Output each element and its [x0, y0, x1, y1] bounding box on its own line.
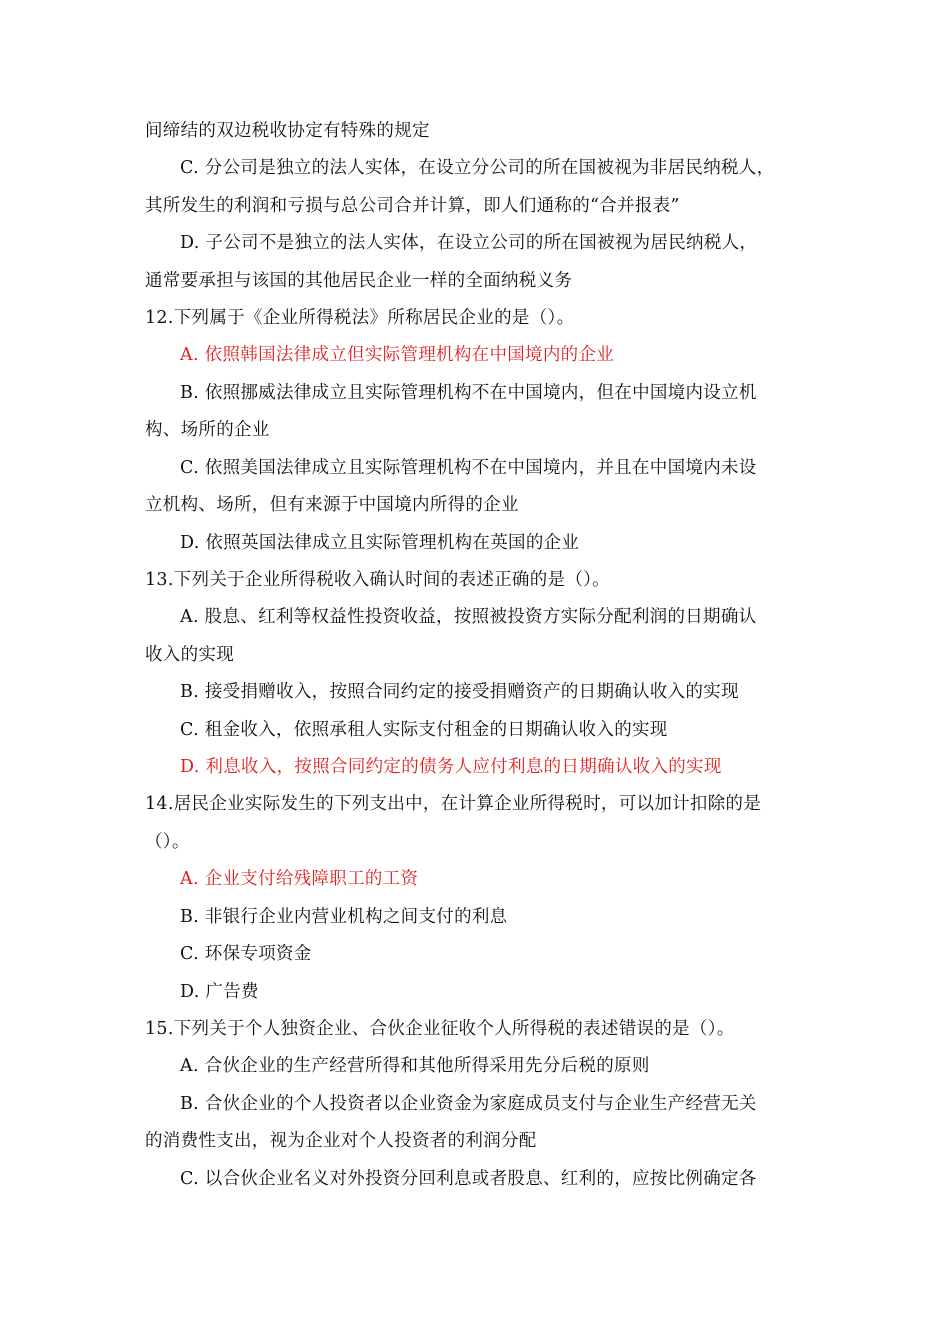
- q15-option-b-line2: 的消费性支出，视为企业对个人投资者的利润分配: [145, 1131, 537, 1151]
- q15-option-b-line1: B. 合伙企业的个人投资者以企业资金为家庭成员支付与企业生产经营无关: [180, 1094, 757, 1114]
- q13-option-a-line1: A. 股息、红利等权益性投资收益，按照被投资方实际分配利润的日期确认: [180, 607, 757, 627]
- q12-option-b-line1: B. 依照挪威法律成立且实际管理机构不在中国境内，但在中国境内设立机: [180, 383, 757, 403]
- q13-option-a-line2: 收入的实现: [145, 645, 234, 665]
- q15-question: 15.下列关于个人独资企业、合伙企业征收个人所得税的表述错误的是（）。: [145, 1019, 735, 1039]
- q12-option-a-answer: A. 依照韩国法律成立但实际管理机构在中国境内的企业: [180, 345, 615, 365]
- q15-option-a: A. 合伙企业的生产经营所得和其他所得采用先分后税的原则: [180, 1056, 650, 1076]
- q12-option-b-line2: 构、场所的企业: [145, 420, 270, 440]
- q14-option-b: B. 非银行企业内营业机构之间支付的利息: [180, 907, 508, 927]
- q11-option-c-line2: 其所发生的利润和亏损与总公司合并计算，即人们通称的“合并报表”: [145, 196, 680, 216]
- q14-question-line2: （）。: [145, 832, 190, 852]
- q13-question: 13.下列关于企业所得税收入确认时间的表述正确的是（）。: [145, 570, 610, 590]
- q11-option-d-line1: D. 子公司不是独立的法人实体，在设立公司的所在国被视为居民纳税人，: [180, 233, 758, 253]
- q11-cont-line: 间缔结的双边税收协定有特殊的规定: [145, 121, 430, 141]
- q11-option-d-line2: 通常要承担与该国的其他居民企业一样的全面纳税义务: [145, 271, 573, 291]
- q13-option-d-answer: D. 利息收入，按照合同约定的债务人应付利息的日期确认收入的实现: [180, 757, 722, 777]
- q14-question-line1: 14.居民企业实际发生的下列支出中，在计算企业所得税时，可以加计扣除的是: [145, 794, 762, 814]
- q13-option-c: C. 租金收入，依照承租人实际支付租金的日期确认收入的实现: [180, 720, 668, 740]
- q12-option-c-line1: C. 依照美国法律成立且实际管理机构不在中国境内，并且在中国境内未设: [180, 458, 757, 478]
- q14-option-a-answer: A. 企业支付给残障职工的工资: [180, 869, 419, 889]
- q12-option-c-line2: 立机构、场所，但有来源于中国境内所得的企业: [145, 495, 519, 515]
- q13-option-b: B. 接受捐赠收入，按照合同约定的接受捐赠资产的日期确认收入的实现: [180, 682, 739, 702]
- q12-question: 12.下列属于《企业所得税法》所称居民企业的是（）。: [145, 308, 575, 328]
- q14-option-d: D. 广告费: [180, 982, 259, 1002]
- q11-option-c-line1: C. 分公司是独立的法人实体，在设立分公司的所在国被视为非居民纳税人，: [180, 158, 775, 178]
- q14-option-c: C. 环保专项资金: [180, 944, 312, 964]
- q15-option-c-line1: C. 以合伙企业名义对外投资分回利息或者股息、红利的，应按比例确定各: [180, 1169, 757, 1189]
- q12-option-d: D. 依照英国法律成立且实际管理机构在英国的企业: [180, 533, 580, 553]
